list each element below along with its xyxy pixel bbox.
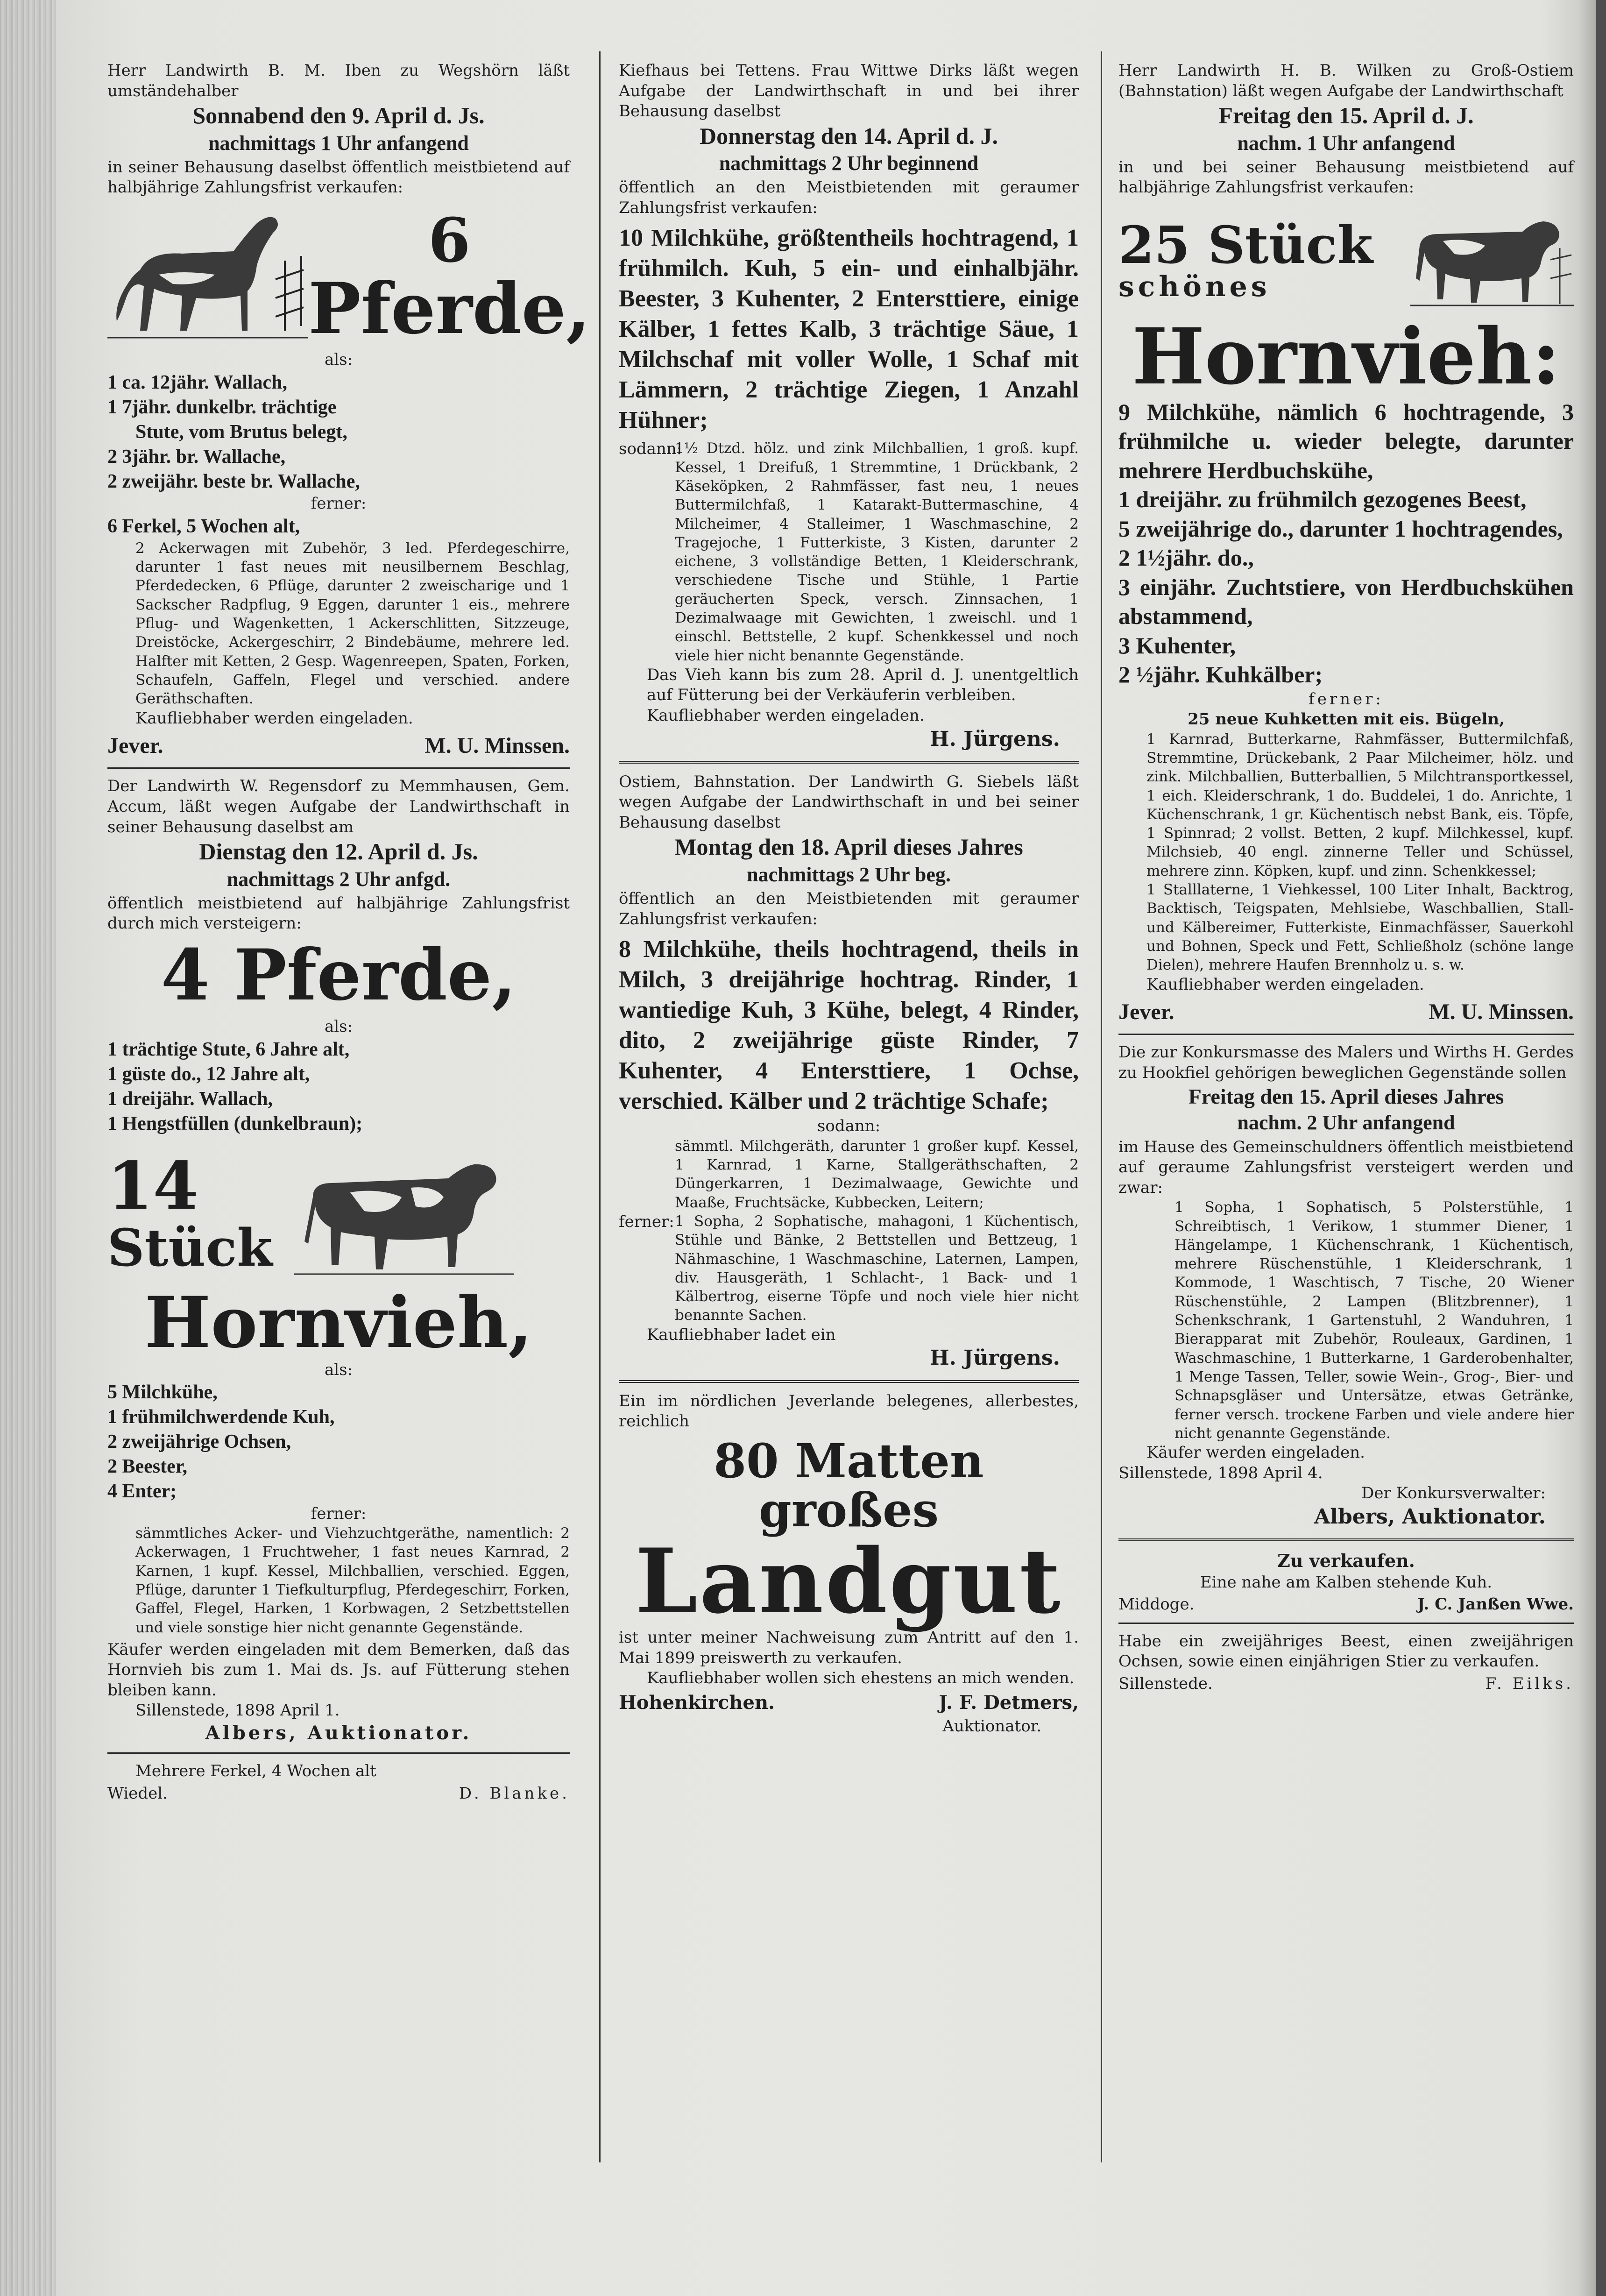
- ferner-label: ferner:: [619, 1212, 674, 1231]
- horse-item: 1 dreijähr. Wallach,: [107, 1088, 273, 1110]
- ad-divider: [107, 1752, 570, 1754]
- column-rule: [599, 51, 601, 2162]
- ad-divider: [1118, 1623, 1574, 1624]
- signature-name: D. Blanke.: [459, 1784, 570, 1803]
- cattle-item: 4 Enter;: [107, 1480, 177, 1502]
- ad-text: Mehrere Ferkel, 4 Wochen alt: [135, 1762, 376, 1781]
- estate-headline: Landgut: [635, 1529, 1062, 1633]
- signature-name: J. F. Detmers,: [939, 1691, 1079, 1714]
- ad-terms: im Hause des Gemeinschuldners öffentlich meistbietend auf geraume Zahlungsfrist versteigert werden und zwar:: [1118, 1137, 1574, 1197]
- ad-note: Käufer werden eingeladen mit dem Bemerken, daß das Hornvieh bis zum 1. Mai ds. Js. auf Fütterung stehen bleiben kann.: [107, 1640, 570, 1700]
- ad-date: Dienstag den 12. April d. Js.: [199, 838, 478, 865]
- ad-livestock-list: 10 Milchkühe, größtentheils hochtragend, 1 frühmilch. Kuh, 5 ein- und einhalbjähr. Beester, 3 Kuhenter, 2 Entersttiere, einige Kälber, 1 fettes Kalb, 3 trächtige Säue, 1 Milchschaf mit voller Wolle, 1 Schaf mit Lämmern, 2 trächtige Ziegen, 1 Anzahl Hühner;: [619, 225, 1079, 434]
- ad-date: Freitag den 15. April d. J.: [1218, 102, 1474, 129]
- ad-signature: H. Jürgens.: [929, 1346, 1060, 1370]
- cattle-item: 5 Milchkühe,: [107, 1382, 218, 1403]
- horse-item: Stute, vom Brutus belegt,: [135, 421, 347, 443]
- horses-headline: 4 Pferde,: [161, 934, 516, 1016]
- kuhketten-item: 25 neue Kuhketten mit eis. Bügeln,: [1188, 710, 1505, 729]
- ad-signature: Albers, Auktionator.: [1314, 1504, 1546, 1529]
- signature-place: Jever.: [107, 733, 163, 758]
- ad-time: nachmittags 1 Uhr anfangend: [208, 131, 469, 155]
- cattle-headline-block: [107, 1141, 570, 1287]
- ad-terms: öffentlich an den Meistbietenden mit geraumer Zahlungsfrist verkaufen:: [619, 178, 1079, 217]
- ad-note: Das Vieh kann bis zum 28. April d. J. unentgeltlich auf Fütterung bei der Verkäuferin verbleiben.: [647, 665, 1079, 705]
- signature-name: J. C. Janßen Wwe.: [1417, 1595, 1574, 1614]
- page-spine-edge: [0, 0, 56, 2296]
- cattle-item: 3 Kuhenter,: [1118, 632, 1236, 659]
- cattle-title: Hornvieh,: [144, 1282, 533, 1364]
- ad-terms: ist unter meiner Nachweisung zum Antritt auf den 1. Mai 1899 preiswerth zu verkaufen.: [619, 1628, 1079, 1667]
- ad-text: Eine nahe am Kalben stehende Kuh.: [1200, 1573, 1493, 1592]
- ad-time: nachm. 1 Uhr anfangend: [1237, 131, 1455, 155]
- sodann-block: [619, 439, 1079, 665]
- horse-count: 6: [428, 204, 471, 276]
- ad-signature: Albers, Auktionator.: [205, 1722, 472, 1744]
- ad-details: 1 Sopha, 2 Sophatische, mahagoni, 1 Küchentisch, Stühle und Bänke, 2 Bettstellen und Bettzeug, 1 Nähmaschine, 1 Waschmaschine, Laternen, Lampen, div. Hausgeräth, 1 Schlacht-, 1 Back- und 1 Kälbertrog, eiserne Töpfe und noch viele hier nicht benannte Sachen.: [675, 1212, 1079, 1324]
- ferner-block: [619, 1212, 1079, 1325]
- als-label: als:: [324, 1017, 353, 1036]
- ad-divider: [619, 761, 1079, 764]
- cattle-headline-block: [1118, 204, 1574, 317]
- cattle-item: 9 Milchkühe, nämlich 6 hochtragende, 3 frühmilche u. wieder belegte, darunter mehrere Herdbuchskühe,: [1118, 398, 1574, 483]
- ferner-label: ferner:: [311, 494, 367, 513]
- cattle-item: 1 dreijähr. zu frühmilch gezogenes Beest,: [1118, 486, 1527, 513]
- ad-dateline: Sillenstede, 1898 April 1.: [135, 1701, 340, 1720]
- cattle-item: 2 zweijährige Ochsen,: [107, 1431, 291, 1453]
- ad-terms: öffentlich an den Meistbietenden mit geraumer Zahlungsfrist verkaufen:: [619, 889, 1079, 928]
- ad-details: 1 Karnrad, Butterkarne, Rahmfässer, Buttermilchfaß, Stremmtine, Drückebank, 2 Paar Milcheimer, hölz. und zink. Milchballien, Butterballien, 5 Milchtransportkessel, 1 eich. Kleiderschrank, 1 do. Buddelei, 1 do. Anrichte, 1 Küchenschrank, 1 gr. Küchentisch nebst Bank, eis. Töpfe, 1 Spinnrad; 2 vollst. Betten, 2 kupf. Milchkessel, kupf. Milchsieb, 40 engl. zinnerne Teller und Schüssel, mehrere zinn. Köpken, kupf. und zinn. Schenkkessel;: [1146, 730, 1574, 879]
- ad-invite: Käufer werden eingeladen.: [1146, 1443, 1365, 1462]
- cow-illustration: [1410, 204, 1574, 317]
- horse-item: 2 3jähr. br. Wallache,: [107, 446, 286, 468]
- horse-headline: [308, 204, 591, 350]
- cattle-item: 2 ½jähr. Kuhkälber;: [1118, 661, 1323, 688]
- ad-signature: H. Jürgens.: [929, 727, 1060, 751]
- cow-illustration: [294, 1141, 514, 1287]
- ad-details: sämmtl. Milchgeräth, darunter 1 großer kupf. Kessel, 1 Karnrad, 1 Karne, Stallgeräthschaften, 2 Düngerkarren, 1 Dezimalwaage, Gewichte und Maaße, Fruchtsäcke, Kubbecken, Leitern;: [675, 1137, 1079, 1211]
- ad-details: 2 Ackerwagen mit Zubehör, 3 led. Pferdegeschirre, darunter 1 fast neues mit neusilbernem Beschlag, Pferdedecken, 6 Pflüge, darunter 2 zweischarige und 1 Sackscher Radpflug, 9 Eggen, darunter 1 eis., mehrere Pflug- und Wagenketten, 1 Ackerschlitten, Sitzzeuge, Dreistöcke, Ackergeschirr, 2 Bindebäume, mehrere led. Halfter mit Ketten, 2 Gesp. Wagenreepen, Spaten, Forken, Schaufeln, Gaffeln, Flegel und verschied. andere Geräthschaften.: [135, 539, 570, 708]
- ad-details: sämmtliches Acker- und Viehzuchtgeräthe, namentlich: 2 Ackerwagen, 1 Fruchtweher, 1 fast neues Karnrad, 2 Karnen, 1 kupf. Kessel, Milchballien, verschied. Eggen, Pflüge, darunter 1 Tiefkulturpflug, Pferdegeschirr, Forken, Gaffel, Flegel, Harken, 1 Korbwagen, 2 Setzbettstellen und viele sonstige hier nicht genannte Gegenstände.: [135, 1525, 570, 1636]
- cattle-stueck: Stück: [107, 1218, 273, 1278]
- horse-title: Pferde,: [308, 268, 591, 350]
- ad-piglets-blanke: [107, 1761, 570, 1804]
- ferner-label: ferner:: [311, 1504, 367, 1523]
- horse-item: 2 zweijähr. beste br. Wallache,: [107, 470, 360, 492]
- ad-estate-detmers: [619, 1391, 1079, 1737]
- ad-divider: [107, 767, 570, 769]
- column-rule: [1101, 51, 1102, 2162]
- ad-date: Sonnabend den 9. April d. Js.: [192, 102, 485, 129]
- ferner-label: ferner:: [1309, 689, 1384, 709]
- ad-time: nachmittags 2 Uhr beg.: [747, 863, 951, 886]
- signature-place: Sillenstede.: [1118, 1674, 1213, 1693]
- ad-signature: [107, 731, 570, 760]
- ad-intro: Herr Landwirth B. M. Iben zu Wegshörn läßt umständehalber: [107, 61, 570, 100]
- cattle-count: 25 Stück: [1118, 215, 1373, 276]
- als-label: als:: [324, 350, 353, 369]
- cattle-count: 14: [107, 1148, 198, 1225]
- ad-time: nachmittags 2 Uhr beginnend: [719, 152, 979, 175]
- ad-intro: Kiefhaus bei Tettens. Frau Wittwe Dirks läßt wegen Aufgabe der Landwirthschaft in und bei ihrer Behausung daselbst: [619, 61, 1079, 121]
- ad-signature: [1118, 1594, 1574, 1615]
- ferkel-item: 6 Ferkel, 5 Wochen alt,: [107, 515, 300, 537]
- signature-name: F. Eilks.: [1485, 1674, 1574, 1693]
- horse-item: 1 Hengstfüllen (dunkelbraun);: [107, 1113, 363, 1134]
- ad-horse-auction-iben: [107, 61, 591, 760]
- signature-place: Hohenkirchen.: [619, 1691, 775, 1714]
- horse-headline-block: [107, 204, 591, 350]
- ad-signature: [1118, 1674, 1574, 1694]
- ad-signature: [107, 1784, 570, 1804]
- ad-details: 1 Stalllaterne, 1 Viehkessel, 100 Liter Inhalt, Backtrog, Backtisch, Teigspaten, Mehlsiebe, Waschballien, Stall- und Kälbereimer, Futterkiste, Einmachfässer, Sauerkohl und Bohnen, Speck und Fett, Schließholz (schöne lange Dielen), mehrere Haufen Brennholz u. s. w.: [1146, 881, 1574, 974]
- column-left: [107, 61, 591, 1808]
- ad-divider: [619, 1380, 1079, 1383]
- ad-details: 1 Sopha, 1 Sophatisch, 5 Polsterstühle, 1 Schreibtisch, 1 Verikow, 1 stummer Diener, 1 Hängelampe, 1 Küchenschrank, 1 Küchentisch, mehrere Rüschenstühle, 1 Kleiderschrank, 1 Kommode, 1 Waschtisch, 7 Tische, 20 Wiener Rüschenstühle, 2 Lampen (Blitzbrenner), 1 Schenkschrank, 1 Gartenstuhl, 2 Wanduhren, 1 Bierapparat mit Zubehör, Rouleaux, Gardinen, 1 Waschmaschine, 1 Butterkarne, 1 Garderobenhalter, 1 Menge Tassen, Teller, sowie Wein-, Grog-, Bier- und Schnapsgläser und Untersätze, etwas Getränke, ferner versch. trockene Farben und viele andere hier nicht genannte Gegenstände.: [1174, 1199, 1574, 1442]
- ad-time: nachmittags 2 Uhr anfgd.: [226, 867, 451, 891]
- signature-name: M. U. Minssen.: [1429, 999, 1574, 1025]
- ad-divider: [1118, 1538, 1574, 1541]
- column-right: [1118, 61, 1574, 1699]
- ad-terms: öffentlich meistbietend auf halbjährige Zahlungsfrist durch mich versteigern:: [107, 893, 570, 933]
- ad-terms: in und bei seiner Behausung meistbietend auf halbjährige Zahlungsfrist verkaufen:: [1118, 157, 1574, 197]
- ad-title: Zu verkaufen.: [1277, 1550, 1415, 1571]
- signature-role: Auktionator.: [942, 1716, 1041, 1736]
- ad-date: Freitag den 15. April dieses Jahres: [1188, 1084, 1504, 1108]
- ad-cattle-auction-wilken: [1118, 61, 1574, 1026]
- ad-intro: Ostiem, Bahnstation. Der Landwirth G. Siebels läßt wegen Aufgabe der Landwirthschaft in und bei seiner Behausung daselbst: [619, 772, 1079, 832]
- ad-for-sale-janssen: [1118, 1550, 1574, 1615]
- cattle-item: 2 Beester,: [107, 1455, 188, 1477]
- cattle-adjective: schönes: [1118, 270, 1271, 303]
- horse-item: 1 ca. 12jähr. Wallach,: [107, 371, 288, 393]
- ad-bankruptcy-gerdes: [1118, 1042, 1574, 1530]
- cattle-item: 5 zweijährige do., darunter 1 hochtragendes,: [1118, 515, 1563, 542]
- ad-signature: [619, 1691, 1079, 1715]
- ad-admin: Der Konkursverwalter:: [1361, 1484, 1546, 1503]
- cattle-item: 2 1½jähr. do.,: [1118, 545, 1254, 571]
- ad-terms: in seiner Behausung daselbst öffentlich meistbietend auf halbjährige Zahlungsfrist verkaufen:: [107, 157, 570, 197]
- horse-item: 1 trächtige Stute, 6 Jahre alt,: [107, 1038, 350, 1060]
- ad-text: Habe ein zweijähriges Beest, einen zweijährigen Ochsen, sowie einen einjährigen Stier zu verkaufen.: [1118, 1631, 1574, 1671]
- signature-place: Wiedel.: [107, 1784, 168, 1803]
- horse-illustration: [107, 205, 308, 350]
- signature-place: Middoge.: [1118, 1595, 1195, 1614]
- ad-date: Montag den 18. April dieses Jahres: [674, 834, 1023, 860]
- ad-livestock-auction-regensdorf: [107, 776, 570, 1745]
- als-label: als:: [324, 1360, 353, 1379]
- cattle-count-block: [1118, 215, 1410, 303]
- ad-time: nachm. 2 Uhr anfangend: [1237, 1111, 1455, 1134]
- ad-dateline: Sillenstede, 1898 April 4.: [1118, 1463, 1323, 1482]
- ad-intro: Die zur Konkursmasse des Malers und Wirths H. Gerdes zu Hookfiel gehörigen beweglichen Gegenstände sollen: [1118, 1043, 1574, 1082]
- ad-invite: Kaufliebhaber werden eingeladen.: [647, 706, 925, 725]
- ad-invite: Kaufliebhaber werden eingeladen.: [135, 709, 413, 728]
- sodann-label: sodann:: [619, 439, 682, 459]
- signature-place: Jever.: [1118, 999, 1174, 1025]
- ad-auction-dirks: [619, 61, 1079, 752]
- cattle-title: Hornvieh:: [1132, 311, 1561, 402]
- ad-intro: Der Landwirth W. Regensdorf zu Memmhausen, Gem. Accum, läßt wegen Aufgabe der Landwirthschaft in seiner Behausung daselbst am: [107, 777, 570, 836]
- ad-intro: Ein im nördlichen Jeverlande belegenes, allerbestes, reichlich: [619, 1391, 1079, 1431]
- ad-auction-siebels: [619, 772, 1079, 1372]
- ad-invite: Kaufliebhaber wollen sich ehestens an mich wenden.: [647, 1669, 1075, 1688]
- sodann-label: sodann:: [817, 1117, 881, 1136]
- ad-for-sale-eilks: [1118, 1631, 1574, 1694]
- page-right-edge: [1596, 0, 1606, 2296]
- horse-item: 1 güste do., 12 Jahre alt,: [107, 1063, 310, 1085]
- cattle-headline-text: [107, 1148, 294, 1278]
- column-middle: [619, 61, 1079, 1741]
- ad-signature: [1118, 998, 1574, 1026]
- cattle-item: 3 einjähr. Zuchtstiere, von Herdbuchskühen abstammend,: [1118, 574, 1574, 630]
- cattle-item: 1 frühmilchwerdende Kuh,: [107, 1406, 335, 1428]
- ad-divider: [1118, 1034, 1574, 1035]
- ad-date: Donnerstag den 14. April d. J.: [700, 122, 998, 149]
- ad-intro: Herr Landwirth H. B. Wilken zu Groß-Ostiem (Bahnstation) läßt wegen Aufgabe der Landwirthschaft: [1118, 61, 1574, 100]
- ad-invite: Kaufliebhaber ladet ein: [647, 1325, 836, 1344]
- signature-name: M. U. Minssen.: [424, 733, 570, 758]
- horse-item: 1 7jähr. dunkelbr. trächtige: [107, 396, 337, 418]
- ad-invite: Kaufliebhaber werden eingeladen.: [1146, 975, 1424, 994]
- ad-details: 1½ Dtzd. hölz. und zink Milchballien, 1 groß. kupf. Kessel, 1 Dreifuß, 1 Stremmtine, 1 Drückbank, 2 Käseköpken, 2 Rahmfässer, fast neu, 1 neues Buttermilchfaß, 1 Katarakt-Buttermaschine, 4 Milcheimer, 4 Stalleimer, 1 Waschmaschine, 2 Tragejoche, 1 Futterkiste, 3 Kisten, darunter 2 eichene, 3 vollständige Betten, 1 Kleiderschrank, verschiedene Tische und Stühle, 1 Partie geräucherten Speck, versch. Zinnsachen, 1 Dezimalwaage mit Gewichten, 1 zweischl. und 1 einschl. Bettstelle, 2 kupf. Schenkkessel und noch viele hier nicht benannte Gegenstände.: [675, 440, 1079, 664]
- ad-livestock-list: 8 Milchkühe, theils hochtragend, theils in Milch, 3 dreijährige hochtrag. Rinder, 1 wantiedige Kuh, 3 Kühe, belegt, 4 Rinder, dito, 2 zweijährige güste Rinder, 7 Kuhenter, 4 Entersttiere, 1 Ochse, verschied. Kälber und 2 trächtige Schafe;: [619, 936, 1079, 1115]
- estate-size: 80 Matten großes: [714, 1433, 984, 1538]
